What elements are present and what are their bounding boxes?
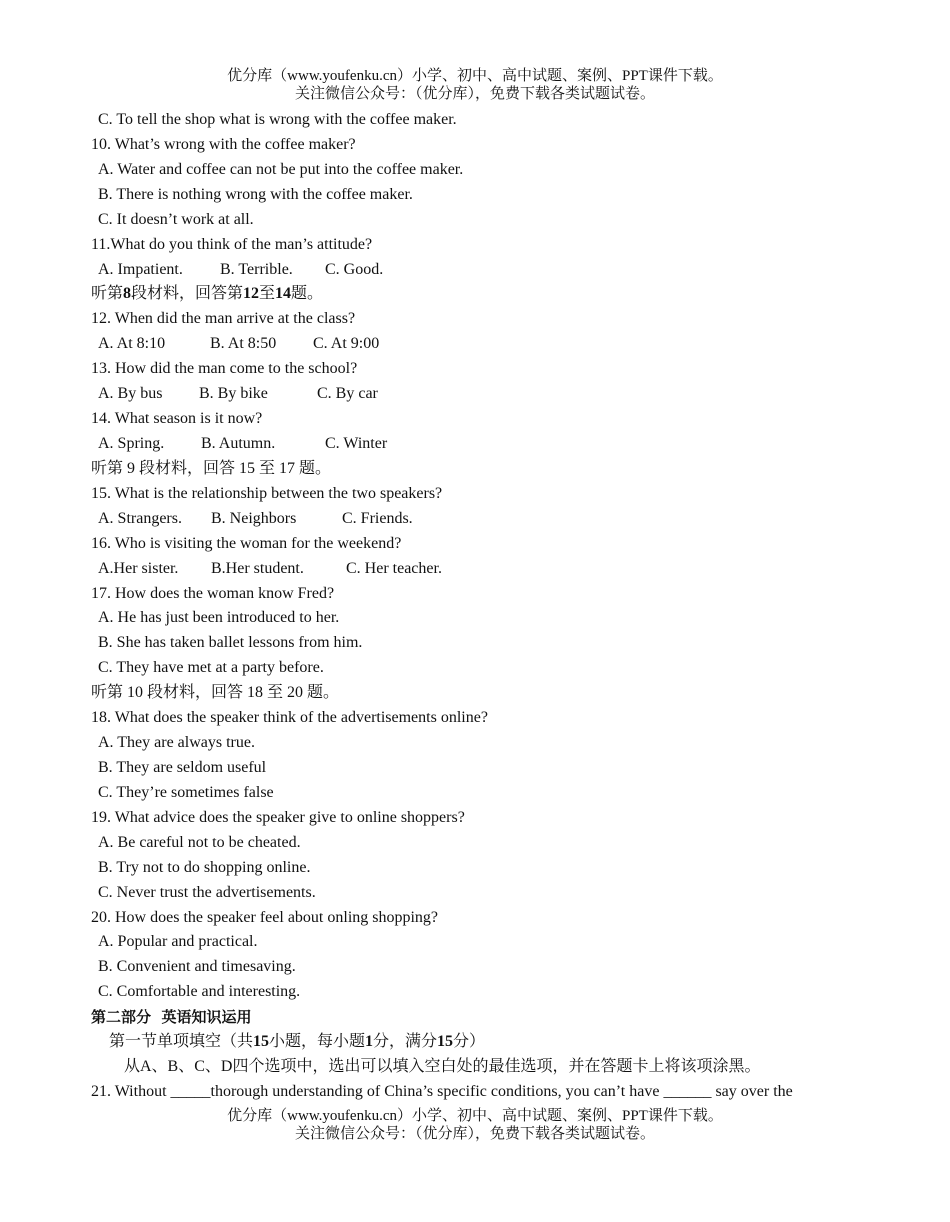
q18-stem: 18. What does the speaker think of the advertisements online? bbox=[91, 709, 488, 727]
sec1-count: 15 bbox=[253, 1033, 270, 1051]
q12-options bbox=[91, 332, 871, 357]
page-header bbox=[0, 67, 950, 103]
q16-options bbox=[91, 557, 871, 582]
m8-text-4: 题。 bbox=[291, 285, 324, 303]
q16-option-c: C. Her teacher. bbox=[346, 559, 442, 577]
exam-content bbox=[91, 108, 871, 1105]
q14-stem: 14. What season is it now? bbox=[91, 410, 263, 428]
q18-option-c: C. They’re sometimes false bbox=[98, 783, 274, 801]
q13-options bbox=[91, 382, 871, 407]
q12-option-b: B. At 8:50 bbox=[210, 335, 277, 353]
q14-option-c: C. Winter bbox=[325, 434, 388, 452]
q15-option-c: C. Friends. bbox=[342, 509, 413, 527]
q19-option-c: C. Never trust the advertisements. bbox=[98, 883, 316, 901]
material-10-instruction: 听第 10 段材料，回答 18 至 20 题。 bbox=[91, 684, 340, 702]
q19-option-a: A. Be careful not to be cheated. bbox=[98, 833, 301, 851]
m8-start: 12 bbox=[243, 285, 260, 303]
header-line-2: 关注微信公众号：（优分库），免费下载各类试题试卷。 bbox=[294, 86, 655, 102]
material-9-instruction: 听第 9 段材料，回答 15 至 17 题。 bbox=[91, 459, 332, 477]
part-two-heading: 第二部分 英语知识运用 bbox=[91, 1008, 252, 1027]
q14-option-b: B. Autumn. bbox=[201, 434, 276, 452]
m8-number: 8 bbox=[123, 285, 132, 303]
sec1-text-4: 分） bbox=[453, 1033, 486, 1051]
q13-stem: 13. How did the man come to the school? bbox=[91, 360, 358, 378]
q14-options bbox=[91, 432, 871, 457]
q13-option-c: C. By car bbox=[317, 385, 378, 403]
q11-options bbox=[91, 258, 871, 283]
material-8-instruction bbox=[91, 282, 871, 307]
q17-option-b: B. She has taken ballet lessons from him. bbox=[98, 634, 363, 652]
q16-option-a: A.Her sister. bbox=[98, 559, 179, 577]
q15-stem: 15. What is the relationship between the two speakers? bbox=[91, 484, 443, 502]
q13-option-b: B. By bike bbox=[199, 385, 268, 403]
q17-option-c: C. They have met at a party before. bbox=[98, 659, 324, 677]
q15-option-a: A. Strangers. bbox=[98, 509, 182, 527]
q11-option-a: A. Impatient. bbox=[98, 260, 183, 278]
q12-stem: 12. When did the man arrive at the class? bbox=[91, 310, 356, 328]
q15-option-b: B. Neighbors bbox=[211, 509, 297, 527]
q14-option-a: A. Spring. bbox=[98, 434, 165, 452]
q17-stem: 17. How does the woman know Fred? bbox=[91, 584, 335, 602]
q20-option-c: C. Comfortable and interesting. bbox=[98, 983, 301, 1001]
q10-option-c: C. It doesn’t work at all. bbox=[98, 210, 254, 228]
q12-option-c: C. At 9:00 bbox=[313, 335, 380, 353]
q20-option-a: A. Popular and practical. bbox=[98, 933, 258, 951]
q15-options bbox=[91, 507, 871, 532]
sec1-total: 15 bbox=[437, 1033, 454, 1051]
q19-stem: 19. What advice does the speaker give to online shoppers? bbox=[91, 808, 465, 826]
m8-text-2: 段材料，回答第 bbox=[131, 285, 244, 303]
q11-option-b: B. Terrible. bbox=[220, 260, 293, 278]
section-one-heading bbox=[91, 1030, 871, 1055]
q18-option-b: B. They are seldom useful bbox=[98, 758, 267, 776]
q16-option-b: B.Her student. bbox=[211, 559, 304, 577]
q18-option-a: A. They are always true. bbox=[98, 734, 255, 752]
page-footer bbox=[0, 1107, 950, 1143]
q10-option-a: A. Water and coffee can not be put into the coffee maker. bbox=[98, 160, 464, 178]
q13-option-a: A. By bus bbox=[98, 385, 163, 403]
m8-end: 14 bbox=[275, 285, 292, 303]
m8-text-1: 听第 bbox=[91, 285, 124, 303]
header-line-1: 优分库（www.youfenku.cn）小学、初中、高中试题、案例、PPT课件下载。 bbox=[227, 68, 723, 84]
q12-option-a: A. At 8:10 bbox=[98, 335, 166, 353]
sec1-text-2: 小题，每小题 bbox=[269, 1033, 366, 1051]
q19-option-b: B. Try not to do shopping online. bbox=[98, 858, 311, 876]
q9-option-c: C. To tell the shop what is wrong with the coffee maker. bbox=[98, 111, 457, 128]
sec1-text-3: 分，满分 bbox=[373, 1033, 438, 1051]
sec1-text-1: 第一节单项填空（共 bbox=[109, 1033, 254, 1051]
q10-option-b: B. There is nothing wrong with the coffee maker. bbox=[98, 185, 413, 203]
q10-stem: 10. What’s wrong with the coffee maker? bbox=[91, 135, 356, 153]
sec1-points-each: 1 bbox=[365, 1033, 374, 1051]
q20-option-b: B. Convenient and timesaving. bbox=[98, 958, 296, 976]
q11-stem: 11.What do you think of the man’s attitude? bbox=[91, 235, 373, 253]
q11-option-c: C. Good. bbox=[325, 260, 384, 278]
q17-option-a: A. He has just been introduced to her. bbox=[98, 609, 340, 627]
footer-line-2: 关注微信公众号：（优分库），免费下载各类试题试卷。 bbox=[294, 1126, 655, 1142]
m8-text-3: 至 bbox=[259, 285, 276, 303]
q20-stem: 20. How does the speaker feel about onling shopping? bbox=[91, 908, 439, 926]
q16-stem: 16. Who is visiting the woman for the weekend? bbox=[91, 534, 402, 552]
q21-stem: 21. Without _____thorough understanding of China’s specific conditions, you can’t have ______ say over the bbox=[91, 1082, 793, 1100]
section-one-instruction: 从A、B、C、D四个选项中，选出可以填入空白处的最佳选项，并在答题卡上将该项涂黑。 bbox=[124, 1058, 761, 1076]
footer-line-1: 优分库（www.youfenku.cn）小学、初中、高中试题、案例、PPT课件下载。 bbox=[227, 1108, 723, 1124]
